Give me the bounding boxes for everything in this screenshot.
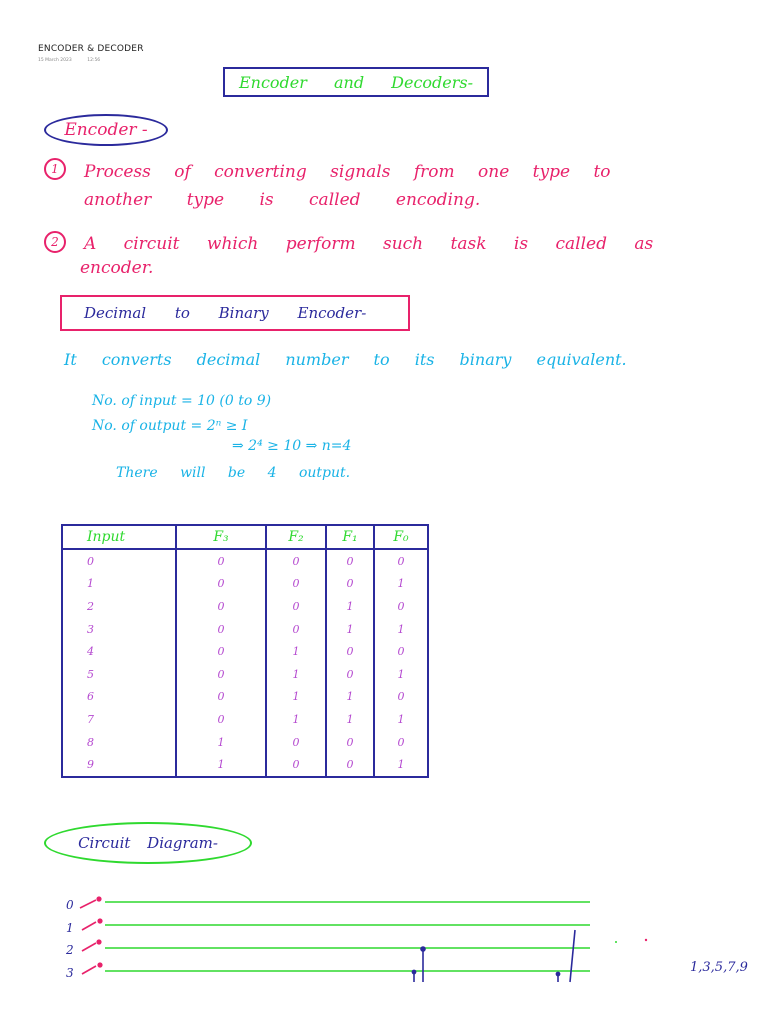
- table-cell: 0: [176, 686, 266, 709]
- table-cell: 0: [374, 731, 428, 754]
- table-cell: 1: [374, 708, 428, 731]
- page-date: 15 March 2023: [38, 58, 72, 63]
- table-cell: 0: [374, 686, 428, 709]
- table-row: [62, 595, 428, 618]
- table-row: [62, 708, 428, 731]
- header-f3: F₃: [176, 525, 266, 549]
- table-cell: 0: [266, 618, 326, 641]
- header-f1: F₁: [326, 525, 374, 549]
- table-cell: 1: [266, 640, 326, 663]
- circuit-input-0: 0: [66, 898, 74, 912]
- calc-line-4: There will be 4 output.: [116, 465, 351, 481]
- table-cell: 1: [326, 708, 374, 731]
- switch-2: [82, 943, 96, 951]
- table-cell: 0: [176, 640, 266, 663]
- switches: [80, 897, 102, 974]
- input-lines: [105, 902, 590, 971]
- side-note: 1,3,5,7,9: [690, 960, 748, 975]
- table-cell: 0: [266, 573, 326, 596]
- point-1-number: 1: [44, 158, 66, 180]
- table-cell: 1: [62, 573, 176, 596]
- stray-dot-1: [615, 941, 617, 943]
- calc-line-2: No. of output = 2ⁿ ≥ I: [92, 418, 248, 434]
- table-row: [62, 573, 428, 596]
- table-row: [62, 731, 428, 754]
- circuit-input-2: 2: [66, 943, 74, 957]
- point-1-line-1: Process of converting signals from one type to: [84, 162, 611, 182]
- heading-text: Encoder and Decoders-: [238, 72, 474, 92]
- table-cell: 0: [326, 731, 374, 754]
- table-cell: 0: [374, 549, 428, 573]
- table-cell: 6: [62, 686, 176, 709]
- table-cell: 0: [266, 549, 326, 573]
- table-cell: 0: [374, 640, 428, 663]
- output-wire-c: [570, 930, 575, 982]
- table-cell: 7: [62, 708, 176, 731]
- point-2-line-1: A circuit which perform such task is called as: [84, 234, 654, 254]
- table-cell: 1: [266, 708, 326, 731]
- table-cell: 5: [62, 663, 176, 686]
- circuit-label-oval: [44, 822, 252, 864]
- table-cell: 1: [374, 573, 428, 596]
- table-cell: 0: [326, 663, 374, 686]
- truth-table: [61, 524, 429, 778]
- table-cell: 1: [266, 686, 326, 709]
- table-cell: 9: [62, 753, 176, 777]
- page-timestamp: [38, 58, 114, 63]
- header-f2: F₂: [266, 525, 326, 549]
- circuit-diagram: [0, 880, 768, 990]
- header-f0: F₀: [374, 525, 428, 549]
- table-cell: 0: [326, 549, 374, 573]
- table-cell: 0: [176, 618, 266, 641]
- table-cell: 8: [62, 731, 176, 754]
- circuit-label: Circuit Diagram-: [78, 834, 218, 852]
- output-wires: [412, 930, 575, 982]
- table-cell: 0: [176, 708, 266, 731]
- table-cell: 0: [176, 549, 266, 573]
- circuit-input-1: 1: [66, 921, 74, 935]
- truth-table-header: [62, 525, 428, 549]
- table-cell: 0: [326, 753, 374, 777]
- circuit-input-3: 3: [66, 966, 74, 980]
- table-cell: 4: [62, 640, 176, 663]
- section-title-box: [60, 295, 410, 331]
- table-cell: 0: [176, 573, 266, 596]
- point-2-line-2: encoder.: [80, 258, 154, 278]
- table-cell: 1: [326, 618, 374, 641]
- table-cell: 1: [176, 731, 266, 754]
- table-cell: 1: [374, 663, 428, 686]
- table-cell: 0: [266, 731, 326, 754]
- table-cell: 1: [266, 663, 326, 686]
- heading-box: [223, 67, 489, 97]
- table-cell: 3: [62, 618, 176, 641]
- point-1-line-2: another type is called encoding.: [84, 190, 481, 210]
- table-cell: 1: [374, 618, 428, 641]
- table-cell: 1: [374, 753, 428, 777]
- table-row: [62, 663, 428, 686]
- calc-line-3: ⇒ 2⁴ ≥ 10 ⇒ n=4: [232, 438, 352, 454]
- point-2-number: 2: [44, 231, 66, 253]
- table-cell: 1: [176, 753, 266, 777]
- table-row: [62, 618, 428, 641]
- table-row: [62, 549, 428, 573]
- table-cell: 1: [326, 686, 374, 709]
- stray-dot-2: [645, 939, 647, 941]
- table-cell: 0: [374, 595, 428, 618]
- table-cell: 0: [62, 549, 176, 573]
- switch-1: [82, 922, 96, 930]
- encoder-label: Encoder -: [64, 120, 148, 140]
- calc-line-1: No. of input = 10 (0 to 9): [92, 393, 272, 409]
- header-input: Input: [62, 525, 176, 549]
- table-row: [62, 640, 428, 663]
- page-time: 12:56: [87, 58, 101, 63]
- table-cell: 1: [326, 595, 374, 618]
- switch-3: [82, 966, 96, 974]
- section-title: Decimal to Binary Encoder-: [84, 304, 367, 322]
- table-cell: 0: [266, 753, 326, 777]
- encoder-label-oval: [44, 114, 168, 146]
- table-cell: 0: [176, 663, 266, 686]
- table-cell: 0: [176, 595, 266, 618]
- table-cell: 0: [266, 595, 326, 618]
- table-cell: 0: [326, 573, 374, 596]
- table-cell: 2: [62, 595, 176, 618]
- table-cell: 0: [326, 640, 374, 663]
- table-row: [62, 686, 428, 709]
- switch-0: [80, 900, 96, 908]
- page-title: ENCODER & DECODER: [38, 44, 144, 54]
- description: It converts decimal number to its binary equivalent.: [64, 350, 627, 369]
- table-row: [62, 753, 428, 777]
